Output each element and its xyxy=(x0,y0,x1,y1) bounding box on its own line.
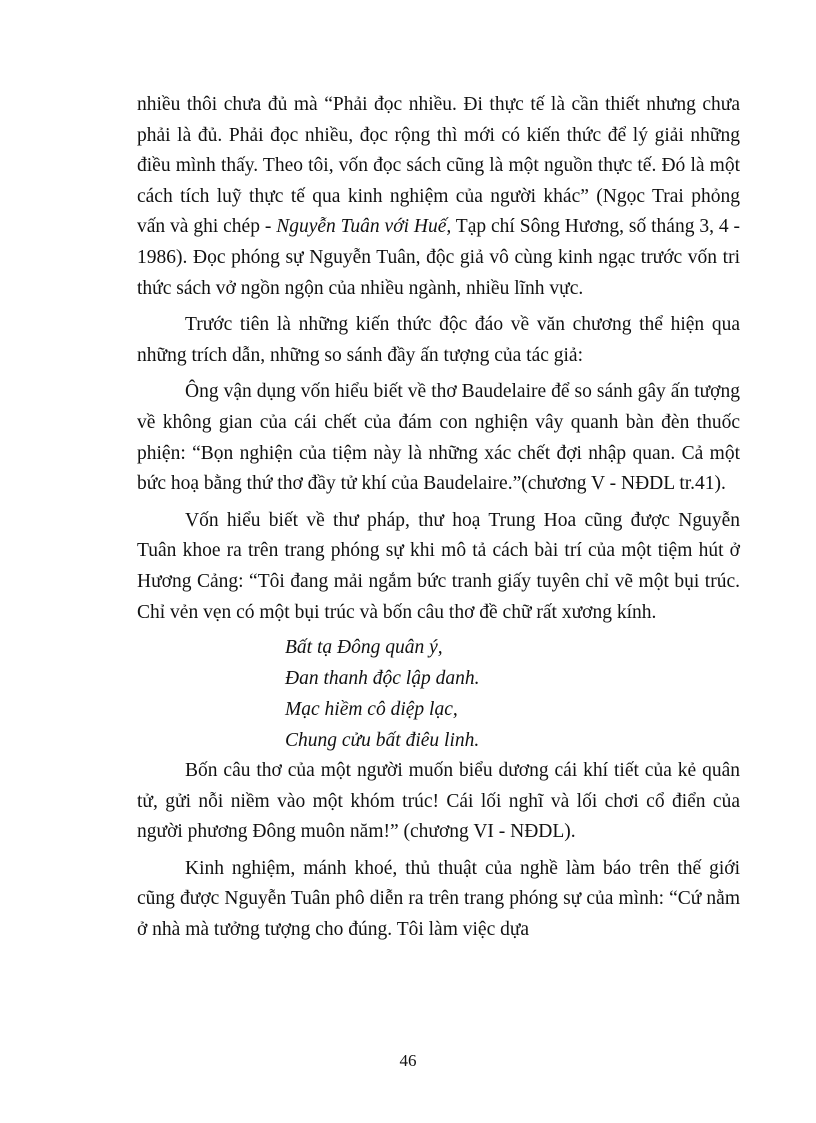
paragraph-calligraphy: Vốn hiểu biết về thư pháp, thư hoạ Trung Hoa cũng được Nguyễn Tuân khoe ra trên trang phóng sự khi mô tả cách bài trí của một tiệm hút ở Hương Cảng: “Tôi đang mải ngắm bức tranh giấy tuyên chỉ vẽ một bụi trúc. Chỉ vẻn vẹn có một bụi trúc và bốn câu thơ đề chữ rất xương kính. xyxy=(137,509,740,623)
paragraph-baudelaire: Ông vận dụng vốn hiểu biết về thơ Baudelaire để so sánh gây ấn tượng về không gian của cái chết của đám con nghiện vây quanh bàn đèn thuốc phiện: “Bọn nghiện của tiệm này là những xác chết đợi nhập quan. Cả một bức hoạ bằng thứ thơ đầy tử khí của Baudelaire.”(chương V - NĐDL tr.41). xyxy=(137,381,740,495)
paragraph-literary-knowledge: Trước tiên là những kiến thức độc đáo về văn chương thể hiện qua những trích dẫn, những so sánh đầy ấn tượng của tác giả: xyxy=(137,314,740,366)
poem-line: Đan thanh độc lập danh. xyxy=(285,668,480,690)
paragraph-text: nhiều thôi chưa đủ mà “Phải đọc nhiều. Đi thực tế là cần thiết nhưng chưa phải là đủ. Phải đọc nhiều, đọc rộng thì mới có kiến thức để lý giải những điều mình thấy. Theo tôi, vốn đọc sách cũng là một nguồn thực tế. Đó là một cách tích luỹ thực tế qua kinh nghiệm của người khác” (Ngọc Trai phỏng vấn và ghi chép - xyxy=(137,94,740,238)
paragraph-poem-commentary: Bốn câu thơ của một người muốn biểu dương cái khí tiết của kẻ quân tử, gửi nỗi niềm vào một khóm trúc! Cái lối nghĩ và lối chơi cổ điển của người phương Đông muôn năm!” (chương VI - NĐDL). xyxy=(137,760,740,843)
paragraph-continuation xyxy=(137,90,740,304)
poem-line: Mạc hiềm cô diệp lạc, xyxy=(285,699,458,721)
poem-line: Bất tạ Đông quân ý, xyxy=(285,637,443,659)
body-text xyxy=(137,90,740,946)
poem-block xyxy=(285,632,740,756)
paragraph-journalism: Kinh nghiệm, mánh khoé, thủ thuật của nghề làm báo trên thế giới cũng được Nguyễn Tuân phô diễn ra trên trang phóng sự của mình: “Cứ nằm ở nhà mà tưởng tượng cho đúng. Tôi làm việc dựa xyxy=(137,857,740,941)
poem-line: Chung cửu bất điêu linh. xyxy=(285,730,480,752)
page-number: 46 xyxy=(399,1051,417,1070)
paragraph-text: Tạp chí Sông Hương, số tháng 3, 4 - 1986). Đọc phóng sự Nguyễn Tuân, độc giả vô cùng kinh ngạc trước vốn tri thức sách vở ngồn ngộn của nhiều ngành, nhiều lĩnh vực. xyxy=(137,216,740,299)
italic-title: Nguyễn Tuân với Huế, xyxy=(276,216,452,238)
